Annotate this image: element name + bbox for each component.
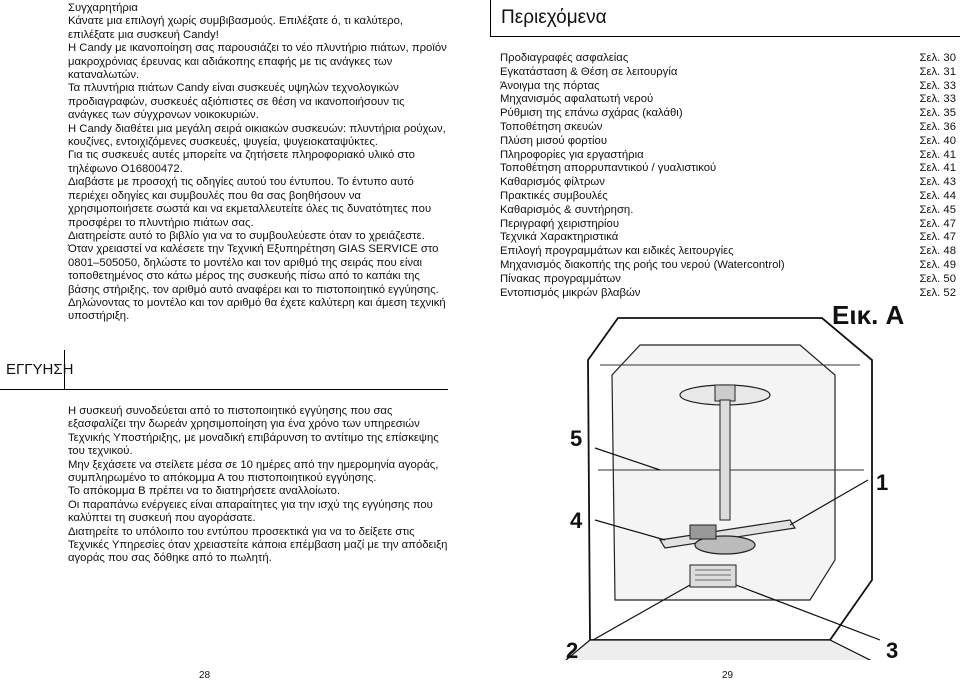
warranty-paragraph: Οι παραπάνω ενέργειες είναι απαραίτητες για την ισχύ της εγγύησης που καλύπτει τη συσκευή που αγοράσατε.	[68, 498, 433, 525]
toc-header	[490, 0, 960, 37]
toc-row	[500, 93, 956, 107]
toc-row	[500, 218, 956, 232]
toc-page: Σελ. 47	[919, 217, 956, 230]
warranty-paragraph: Το απόκομμα Β πρέπει να το διατηρήσετε αναλλοίωτο.	[68, 485, 341, 498]
toc-label: Επιλογή προγραμμάτων και ειδικές λειτουργίες	[500, 245, 734, 258]
callout-5: 5	[570, 426, 583, 451]
toc-label: Καθαρισμός & συντήρηση.	[500, 203, 634, 216]
intro-paragraph: Η Candy διαθέτει μια μεγάλη σειρά οικιακών συσκευών: πλυντήρια ρούχων, κουζίνες, εντοιχιζόμενες συσκευές, ψυγεία, ψυγειοκαταψύκτες.	[68, 122, 446, 149]
toc-label: Τοποθέτηση σκευών	[500, 120, 603, 133]
callout-2: 2	[566, 638, 579, 663]
toc-page: Σελ. 33	[919, 93, 956, 106]
toc-row	[500, 273, 956, 287]
toc-row	[500, 162, 956, 176]
toc-title: Περιεχόμενα	[501, 7, 607, 28]
toc-row	[500, 231, 956, 245]
intro-paragraph: Διαβάστε με προσοχή τις οδηγίες αυτού του έντυπου. Το έντυπο αυτό περιέχει οδηγίες και συμβουλές που θα σας βοηθήσουν να χρησιμοποιήσετε σωστά και να εκμεταλλευτείτε όλες τις δυνατότητες που προσφέρει το πλυντήριο πιάτων σας.	[68, 176, 432, 229]
intro-text	[68, 2, 448, 324]
toc-row	[500, 66, 956, 80]
warranty-paragraph: Η συσκευή συνοδεύεται από το πιστοποιητικό εγγύησης που σας εξασφαλίζει την δωρεάν χρησιμοποίηση για ένα χρόνο των υπηρεσιών Τεχνικής Υποστήριξης, με μοναδική επιβάρυνση το αντίτιμο της επίσκεψης του τεχνικού.	[68, 405, 439, 458]
supply-pipe	[720, 400, 730, 520]
toc-label: Πλύση μισού φορτίου	[500, 134, 608, 147]
toc-row	[500, 149, 956, 163]
toc-page: Σελ. 30	[919, 52, 956, 64]
toc-label: Πληροφορίες για εργαστήρια	[500, 148, 644, 161]
toc-label: Εντοπισμός μικρών βλαβών	[500, 286, 641, 299]
figure-label: Εικ. A	[832, 300, 905, 330]
callout-1: 1	[876, 470, 889, 495]
warranty-header	[0, 350, 448, 390]
detergent-dispenser	[690, 565, 736, 587]
toc-label: Μηχανισμός διακοπής της ροής του νερού (Watercontrol)	[500, 258, 785, 271]
toc-label: Ρύθμιση της επάνω σχάρας (καλάθι)	[500, 107, 683, 120]
toc-page: Σελ. 45	[919, 203, 956, 216]
warranty-text	[68, 405, 448, 566]
callout-4: 4	[570, 508, 583, 533]
intro-paragraph: Διατηρείστε αυτό το βιβλίο για να το συμβουλεύεστε όταν το χρειάζεστε.	[68, 229, 425, 242]
toc-label: Πίνακας προγραμμάτων	[500, 272, 621, 285]
warranty-paragraph: Διατηρείτε το υπόλοιπο του εντύπου προσεκτικά για να το δείξετε στις Τεχνικές Υπηρεσίες όταν χρειαστείτε κάποια επέμβαση μαζί με την απόδειξη αγοράς που σας δόθηκε από το πωλητή.	[68, 525, 448, 565]
toc-row	[500, 287, 956, 301]
toc-row	[500, 190, 956, 204]
toc-label: Πρακτικές συμβουλές	[500, 189, 608, 202]
toc-row	[500, 176, 956, 190]
door-edge	[560, 640, 880, 660]
toc-row	[500, 204, 956, 218]
intro-paragraph: Όταν χρειαστεί να καλέσετε την Τεχνική Εξυπηρέτηση GIAS SERVICE στο 0801–505050, δηλώστε το μοντέλο και τον αριθμό της σειράς που είναι τοποθετημένος στο κάτω μέρος της συσκευής πίσω από το καπάκι της βάσης στήριξης, τον αριθμό αυτό αναφέρει και το πιστοποιητικό εγγύησης. Δηλώνοντας το μοντέλο και τον αριθμό θα έχετε καλύτερη και άμεση τεχνική υποστήριξη.	[68, 243, 446, 323]
warranty-paragraph: Μην ξεχάσετε να στείλετε μέσα σε 10 ημέρες από την ημερομηνία αγοράς, συμπληρωμένο το απόκομμα Α του πιστοποιητικού εγγύησης.	[68, 458, 439, 485]
toc-row	[500, 135, 956, 149]
toc-page: Σελ. 41	[919, 148, 956, 161]
toc-label: Καθαρισμός φίλτρων	[500, 176, 605, 189]
toc-label: Εγκατάσταση & Θέση σε λειτουργία	[500, 65, 678, 78]
page-number-right: 29	[722, 670, 734, 681]
toc-row	[500, 121, 956, 135]
toc-page: Σελ. 31	[919, 65, 956, 78]
table-of-contents	[500, 52, 956, 300]
toc-page: Σελ. 49	[919, 258, 956, 271]
toc-page: Σελ. 41	[919, 162, 956, 175]
toc-page: Σελ. 44	[919, 189, 956, 202]
salt-container	[690, 525, 716, 539]
toc-page: Σελ. 52	[919, 286, 956, 299]
intro-paragraph: Τα πλυντήρια πιάτων Candy είναι συσκευές υψηλών τεχνολογικών προδιαγραφών, συσκευές αξιόπιστες σε θέση να ικανοποιήσουν τις ανάγκες των σύγχρονων νοικοκυριών.	[68, 82, 405, 122]
toc-label: Μηχανισμός αφαλατωτή νερού	[500, 93, 654, 106]
toc-page: Σελ. 43	[919, 176, 956, 189]
intro-paragraph: Κάνατε μια επιλογή χωρίς συμβιβασμούς. Επιλέξατε ό, τι καλύτερο, επιλέξατε μια συσκευή Candy!	[68, 15, 403, 41]
toc-page: Σελ. 40	[919, 134, 956, 147]
toc-row	[500, 80, 956, 94]
toc-page: Σελ. 36	[919, 120, 956, 133]
toc-row	[500, 107, 956, 121]
toc-page: Σελ. 48	[919, 245, 956, 258]
toc-row	[500, 52, 956, 66]
toc-label: Τεχνικά Χαρακτηριστικά	[500, 231, 619, 244]
toc-row	[500, 245, 956, 259]
callout-3: 3	[886, 638, 899, 663]
toc-page: Σελ. 50	[919, 272, 956, 285]
toc-page: Σελ. 33	[919, 79, 956, 92]
toc-label: Τοποθέτηση απορρυπαντικού / γυαλιστικού	[500, 162, 717, 175]
toc-label: Προδιαγραφές ασφαλείας	[500, 52, 629, 64]
intro-paragraph: Συγχαρητήρια	[68, 2, 138, 14]
page-number-left: 28	[199, 670, 211, 681]
dishwasher-illustration	[540, 300, 930, 660]
toc-page: Σελ. 47	[919, 231, 956, 244]
intro-paragraph: Η Candy με ικανοποίηση σας παρουσιάζει το νέο πλυντήριο πιάτων, προϊόν μακροχρόνιας έρευνας και αδιάκοπης επαφής με τις ανάγκες των καταναλωτών.	[68, 42, 447, 82]
spray-arm-hub	[715, 385, 735, 401]
intro-paragraph: Για τις συσκευές αυτές μπορείτε να ζητήσετε πληροφοριακό υλικό στο τηλέφωνο Ο16800472.	[68, 149, 415, 175]
warranty-title: ΕΓΓΥΗΣΗ	[6, 361, 74, 378]
toc-label: Περιγραφή χειριστηρίου	[500, 217, 620, 230]
toc-row	[500, 259, 956, 273]
toc-label: Άνοιγμα της πόρτας	[500, 79, 600, 92]
toc-page: Σελ. 35	[919, 107, 956, 120]
